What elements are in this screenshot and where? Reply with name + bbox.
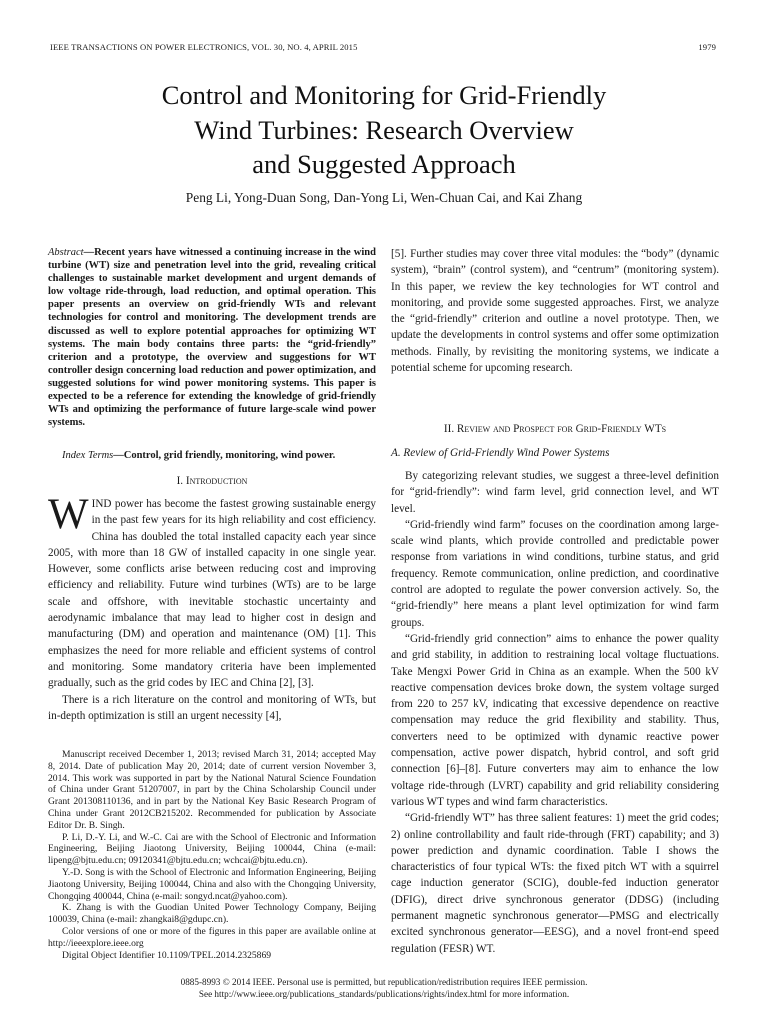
section-2-body <box>391 468 719 957</box>
journal-name: IEEE TRANSACTIONS ON POWER ELECTRONICS, VOL. 30, NO. 4, APRIL 2015 <box>50 42 358 52</box>
intro-paragraph-1 <box>48 491 376 692</box>
section-title: Introduction <box>185 475 248 487</box>
drop-cap: W <box>48 491 89 538</box>
footnote-color-versions: Color versions of one or more of the figures in this paper are available online at http://ieeexplore.ieee.org <box>48 925 376 949</box>
section-heading-review <box>391 423 719 435</box>
title-line-1: Control and Monitoring for Grid-Friendly <box>161 80 607 110</box>
page-number: 1979 <box>698 42 716 52</box>
footnotes <box>48 749 376 961</box>
footnote-manuscript: Manuscript received December 1, 2013; revised March 31, 2014; accepted May 8, 2014. Date of publication May 20, 2014; date of current version November 3, 2014. This work was supported in part by the National Natural Science Foundation of China under Grant 51207007, in part by the China Scholarship Council under Grant 201308110136, and in part by the National Key Basic Research Program of China under Grant 2012CB215202. Recommended for publication by Associate Editor Dr. B. Singh. <box>48 749 376 831</box>
subsection-heading: A. Review of Grid-Friendly Wind Power Systems <box>391 447 610 459</box>
footnote-author-li: P. Li, D.-Y. Li, and W.-C. Cai are with the School of Electronic and Information Engineering, Beijing Jiaotong University, Beijing 100044, China (e-mail: lipeng@bjtu.edu.cn; 09120341@bjtu.edu.cn; wchcai@bjtu.edu.cn). <box>48 831 376 867</box>
section-2-paragraph: “Grid-friendly wind farm” focuses on the coordination among large-scale wind plants, which provide controlled and predictable power response from variations in wind conditions, turbine status, and grid frequency. Remote communication, online prediction, and coordinative control are adopted to regulate the power conversion actively. So, the “grid-friendly” here means a plant level optimization for wind farm groups. <box>391 518 719 629</box>
section-number: I. <box>176 475 184 487</box>
section-2-paragraph: By categorizing relevant studies, we suggest a three-level definition for “grid-friendly”: wind farm level, grid connection level, and WT level. <box>391 470 719 515</box>
intro-paragraph-1-text: IND power has become the fastest growing sustainable energy in the past few years for its high reliability and cost efficiency. China has doubled the total installed capacity each year since 2005, with more than 18 GW of installed capacity in one single year. However, some conflicts arise between reducing cost and improving efficiency and reliability. Future wind turbines (WTs) are to be large scale and offshore, with inevitable stochastic uncertainty and aerodynamic imbalance that may lead to higher cost in design and manufacturing (DM) and operation and maintenance (OM) [1]. This emphasizes the need for more reliable and efficient systems of control and monitoring. Some mandatory criteria have been implemented gradually, such as the grid codes by IEC and China [2], [3]. <box>48 498 376 690</box>
intro-paragraph-2: There is a rich literature on the control and monitoring of WTs, but in-depth optimization is still an urgent necessity [4], <box>48 693 376 722</box>
section-heading-introduction <box>48 475 376 487</box>
abstract-text: —Recent years have witnessed a continuing increase in the wind turbine (WT) size and penetration level into the grid, revealing critical challenges to sustainable market development and urgent demands of low voltage ride-through, load reduction, and optimal operation. This paper presents an overview on grid-friendly WTs and relevant technologies for control and monitoring. The development trends are discussed as well to explore potential approaches for optimizing WT systems. The main body contains three parts: the “grid-friendly” criterion and a prototype, the overview and suggestions for WT controller design concerning load reduction and power optimization, and suggested solutions for wind power monitoring systems. This paper is expected to be a reference for extending the knowledge of grid-friendly WTs and optimizing the performance of future large-scale wind power systems. <box>48 247 376 429</box>
title-line-3: and Suggested Approach <box>252 149 516 179</box>
section-title: Review and Prospect for Grid-Friendly WTs <box>456 423 667 435</box>
abstract-label: Abstract <box>48 247 84 258</box>
section-2-paragraph: “Grid-friendly grid connection” aims to enhance the power quality and grid stability, in addition to restraining local voltage fluctuations. Take Mengxi Power Grid in China as an example. When the 500 kV reactive compensation devices broke down, the system voltage surged from 220 to 257 kV, indicating that excessive dependence on reactive compensation may reduce the grid flexibility and stability. Thus, converters need to be optimized with dynamic reactive power compensation, active power dispatch, hybrid control, and soft grid connection [6]–[8]. Future converters may aim to enhance the low voltage ride-through (LVRT) capability and grid reliability considering various WT types and wind farm characteristics. <box>391 632 719 808</box>
author-list: Peng Li, Yong-Duan Song, Dan-Yong Li, Wen-Chuan Cai, and Kai Zhang <box>185 190 583 205</box>
title-line-2: Wind Turbines: Research Overview <box>194 114 574 145</box>
introduction-body <box>48 491 376 724</box>
footnote-author-song: Y.-D. Song is with the School of Electronic and Information Engineering, Beijing Jiaotong University, Beijing 100044, China and also with the Chongqing University, Chongqing 400044, China (e-mail: songyd.ncat@yahoo.com). <box>48 866 376 902</box>
index-terms <box>48 449 376 462</box>
footnote-author-zhang: K. Zhang is with the Guodian United Power Technology Company, Beijing 100039, China (e-mail: zhangkai8@gdupc.cn). <box>48 902 376 926</box>
section-number: II. <box>443 423 455 435</box>
running-header <box>50 42 716 52</box>
abstract <box>48 246 376 429</box>
section-2-paragraph: “Grid-friendly WT” has three salient features: 1) meet the grid codes; 2) online controllability and fault ride-through (FRT) capability; and 3) power prediction and dynamic coordination. Table I shows the characteristics of four typical WTs: the fixed pitch WT with a squirrel cage induction generator (SCIG), double-fed induction generator (DFIG), direct drive synchronous generator (DDSG) (including permanent magnetic synchronous generator—PMSG and electrically excited synchronous generator—EESG), and a novel front-end speed regulation (FESR) WT. <box>391 812 719 955</box>
copyright-line-1: 0885-8993 © 2014 IEEE. Personal use is permitted, but republication/redistribution requires IEEE permission. <box>180 977 588 987</box>
index-terms-text: —Control, grid friendly, monitoring, wind power. <box>113 450 336 461</box>
paper-title <box>60 78 708 182</box>
copyright-line-2: See http://www.ieee.org/publications_standards/publications/rights/index.html for more information. <box>198 988 570 999</box>
copyright-notice <box>60 977 708 1001</box>
index-terms-label: Index Terms <box>62 450 114 461</box>
footnote-doi: Digital Object Identifier 10.1109/TPEL.2014.2325869 <box>62 949 272 961</box>
right-column-intro-continued: [5]. Further studies may cover three vital modules: the “body” (dynamic system), “brain” (control system), and “centrum” (monitoring system). In this paper, we review the key technologies for WT control and monitoring, and provide some suggested approaches. First, we analyze the “grid-friendly” criterion and outline a novel prototype. Then, we update the developments in control systems and offer some optimization methods. Finally, by revisiting the monitoring systems, we indicate a potential scheme for upcoming research. <box>391 248 719 375</box>
